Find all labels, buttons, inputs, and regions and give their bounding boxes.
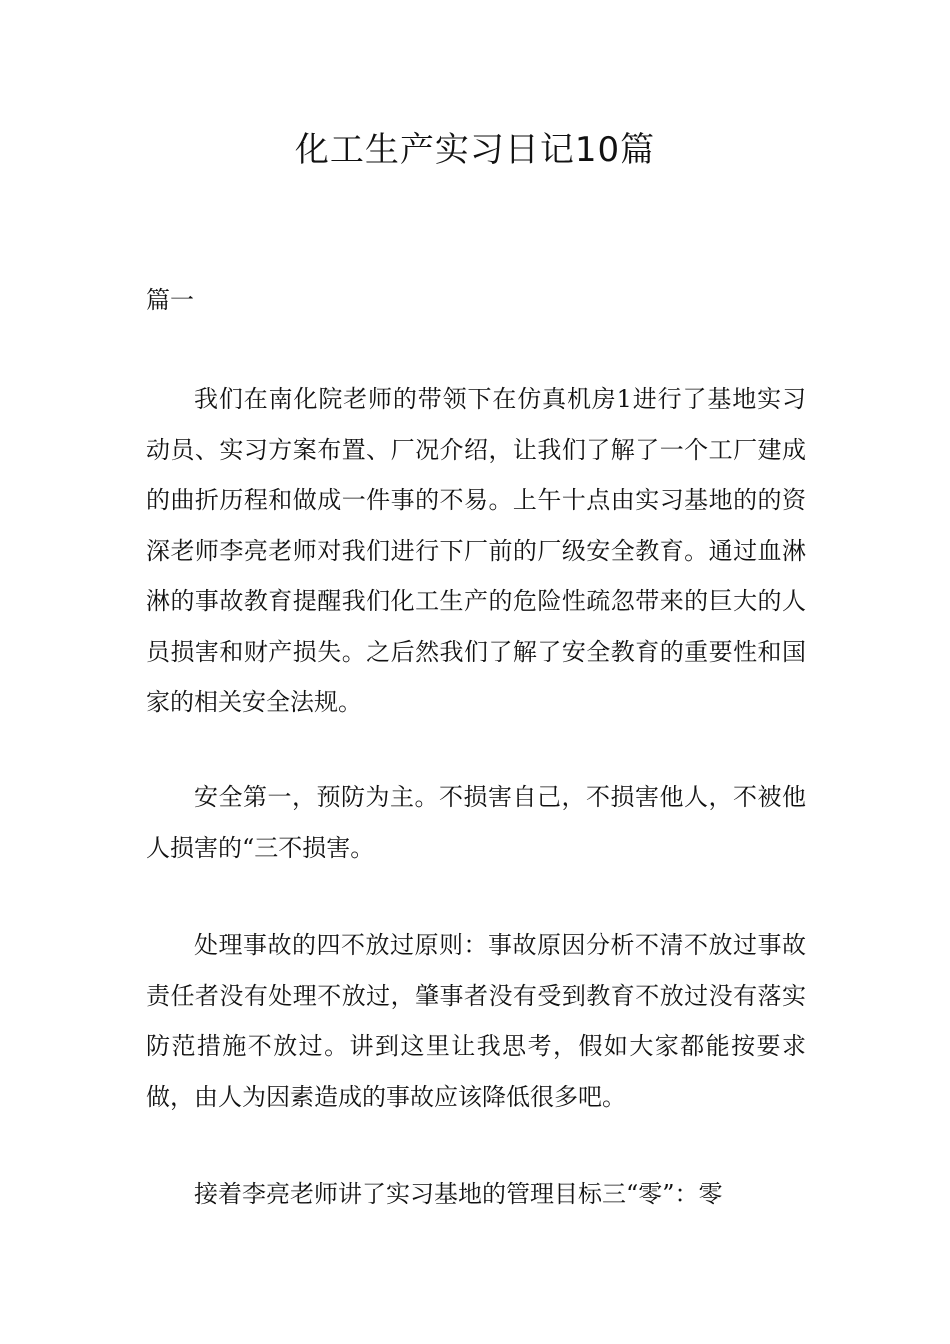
document-title: 化工生产实习日记10篇	[294, 130, 656, 170]
paragraph-2	[146, 772, 806, 873]
paragraph-1	[146, 374, 806, 728]
paragraph-text: 我们在南化院老师的带领下在仿真机房1进行了基地实习动员、实习方案布置、厂况介绍，让我们了解了一个工厂建成的曲折历程和做成一件事的不易。上午十点由实习基地的的资深老师李亮老师对我们进行下厂前的厂级安全教育。通过血淋淋的事故教育提醒我们化工生产的危险性疏忽带来的巨大的人员损害和财产损失。之后然我们了解了安全教育的重要性和国家的相关安全法规。	[146, 385, 806, 716]
paragraph-4	[146, 1169, 806, 1220]
paragraph-3	[146, 920, 806, 1122]
paragraph-text: 接着李亮老师讲了实习基地的管理目标三“零”：零	[194, 1180, 723, 1208]
paragraph-text: 处理事故的四不放过原则：事故原因分析不清不放过事故责任者没有处理不放过，肇事者没有受到教育不放过没有落实防范措施不放过。讲到这里让我思考，假如大家都能按要求做，由人为因素造成的事故应该降低很多吧。	[146, 931, 806, 1111]
paragraph-text: 安全第一，预防为主。不损害自己，不损害他人，不被他人损害的“三不损害。	[146, 783, 806, 862]
section-label: 篇一	[146, 286, 194, 314]
